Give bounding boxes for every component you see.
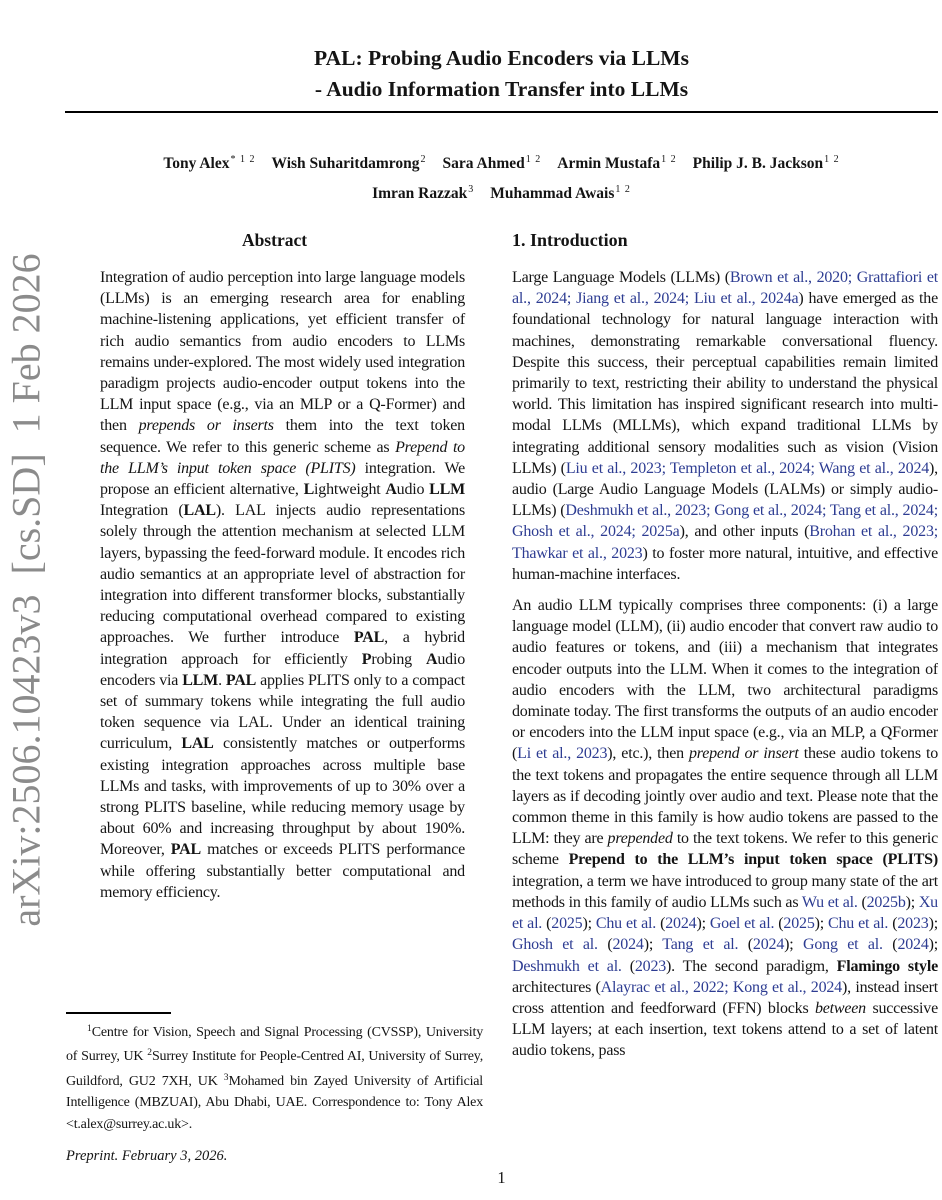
citation-link[interactable]: Ghosh et al. — [512, 936, 598, 954]
arxiv-banner: arXiv:2506.10423v3 [cs.SD] 1 Feb 2026 — [3, 253, 49, 927]
introduction-heading: 1. Introduction — [512, 230, 628, 250]
paper-title-line1: PAL: Probing Audio Encoders via LLMs — [314, 46, 689, 71]
abstract-body: Integration of audio perception into large language models (LLMs) is an emerging research area for enabling machine-listening applications, yet efficient transfer of rich audio semantics from audio encoders to LLMs remains under-explored. The most widely used integration paradigm projects audio-encoder output tokens into the LLM input space (e.g., via an MLP or a Q-Former) and then prepends or inserts them into the text token sequence. We refer to this generic scheme as Prepend to the LLM’s input token space (PLITS) integration. We propose an efficient alternative, Lightweight Audio LLM Integration (LAL). LAL injects audio representations solely through the attention mechanism at selected LLM layers, bypassing the feed-forward module. It encodes rich audio semantics at an appropriate level of abstraction for integration into different transformer blocks, substantially reducing computational overhead compared to existing approaches. We further introduce PAL, a hybrid integration approach for efficiently Probing Audio encoders via LLM. PAL applies PLITS only to a compact set of summary tokens while integrating the full audio token sequence via LAL. Under an identical training curriculum, LAL consistently matches or outperforms existing integration approaches across multiple base LLMs and tasks, with improvements of up to 30% over a strong PLITS baseline, while reducing memory usage by about 60% and increasing throughput by about 190%. Moreover, PAL matches or exceeds PLITS performance while offering substantially better computational and memory efficiency. — [100, 269, 466, 901]
footnote-rule — [66, 1012, 171, 1014]
introduction-body — [512, 267, 938, 1062]
citation-link[interactable]: Deshmukh et al. — [512, 957, 622, 975]
author-row — [65, 147, 938, 177]
author-name: Imran Razzak — [372, 185, 468, 202]
citation-link[interactable]: Deshmukh et al., 2023; Gong et al., 2024; Tang et al., 2024; Ghosh et al., 2024; 2025a — [512, 502, 938, 541]
paper-title-line2: - Audio Information Transfer into LLMs — [314, 77, 689, 102]
citation-link[interactable]: 2025 — [551, 915, 583, 933]
author-name: Wish Suharitdamrong — [271, 155, 420, 172]
citation-link[interactable]: 2024 — [752, 936, 785, 954]
author-name: Philip J. B. Jackson — [692, 155, 824, 172]
citation-link[interactable]: Liu et al., 2023; Templeton et al., 2024; Wang et al., 2024 — [565, 459, 930, 477]
citation-link[interactable]: Xu et al. — [512, 893, 938, 933]
page-number: 1 — [497, 1168, 506, 1187]
author — [272, 155, 427, 172]
citation-link[interactable]: Brohan et al., 2023; Thawkar et al., 2023 — [512, 523, 938, 562]
citation-link[interactable]: Brown et al., 2020; Grattafiori et al., 2024; Jiang et al., 2024; Liu et al., 2024a — [512, 269, 938, 308]
citation-link[interactable]: Li et al., 2023 — [517, 745, 608, 763]
footnote-affiliations: $^1$Centre for Vision, Speech and Signal Processing (CVSSP), University of Surrey, UK $^2$Surrey Institute for People-Centred AI, University of Surrey, Guildford, GU2 7XH, UK $^3$Mohamed bin Zayed University of Artificial Intelligence (MBZUAI), Abu Dhabi, UAE. Correspondence to: Tony Alex <t.alex@surrey.ac.uk>. — [66, 1023, 483, 1132]
author-affiliation-superscript: 1 2 — [824, 154, 840, 165]
author — [557, 155, 676, 172]
citation-link[interactable]: 2025 — [783, 915, 815, 933]
intro-paragraph-1: Large Language Models (LLMs) (Brown et al., 2020; Grattafiori et al., 2024; Jiang et al., 2024; Liu et al., 2024a) have emerged as the foundational technology for natural language interaction with machines, demonstrating remarkable conversational fluency. Despite this success, their perceptual capabilities remain limited primarily to text, restricting their ability to understand the physical world. This limitation has inspired significant research into multi-modal LLMs (MLLMs), which expand traditional LLMs by integrating additional sensory modalities such as vision (Vision LLMs) (Liu et al., 2023; Templeton et al., 2024; Wang et al., 2024), audio (Large Audio Language Models (LALMs) or simply audio-LLMs) (Deshmukh et al., 2023; Gong et al., 2024; Tang et al., 2024; Ghosh et al., 2024; 2025a), and other inputs (Brohan et al., 2023; Thawkar et al., 2023) to foster more natural, intuitive, and effective human-machine interfaces. — [512, 269, 938, 583]
paper-title — [65, 43, 938, 105]
preprint-note: Preprint. February 3, 2026. — [66, 1148, 228, 1164]
author — [372, 185, 474, 202]
citation-link[interactable]: Gong et al. — [802, 936, 883, 954]
right-column — [512, 230, 938, 1165]
citation-link[interactable]: 2023 — [897, 915, 929, 933]
author — [693, 155, 840, 172]
title-rule — [65, 111, 938, 113]
author — [163, 155, 255, 172]
two-column-body — [66, 230, 938, 1165]
citation-link[interactable]: 2024 — [612, 936, 644, 954]
author-name: Muhammad Awais — [490, 185, 615, 202]
author — [443, 155, 542, 172]
author-affiliation-superscript: 1 2 — [615, 184, 631, 195]
author-affiliation-superscript: * 1 2 — [230, 154, 256, 165]
author-affiliation-superscript: 2 — [420, 154, 427, 165]
author — [490, 185, 631, 202]
citation-link[interactable]: 2025b — [866, 893, 906, 911]
author-affiliation-superscript: 1 2 — [661, 154, 677, 165]
citation-link[interactable]: Chu et al. — [828, 915, 889, 933]
citation-link[interactable]: Goel et al. — [709, 915, 775, 933]
author-affiliation-superscript: 3 — [468, 184, 475, 195]
author-list — [65, 147, 938, 207]
footnote-block — [66, 1012, 483, 1166]
author-name: Armin Mustafa — [557, 155, 661, 172]
citation-link[interactable]: Alayrac et al., 2022; Kong et al., 2024 — [600, 978, 842, 996]
citation-link[interactable]: Tang et al. — [662, 936, 739, 954]
left-column — [66, 230, 483, 1165]
citation-link[interactable]: 2023 — [634, 957, 667, 975]
abstract-heading: Abstract — [241, 230, 308, 250]
author-name: Tony Alex — [163, 155, 230, 172]
citation-link[interactable]: Wu et al. — [801, 893, 858, 911]
citation-link[interactable]: Chu et al. — [595, 915, 657, 933]
author-affiliation-superscript: 1 2 — [525, 154, 542, 165]
author-row — [65, 177, 938, 207]
citation-link[interactable]: 2024 — [665, 915, 697, 933]
citation-link[interactable]: 2024 — [897, 936, 929, 954]
intro-paragraph-2: An audio LLM typically comprises three components: (i) a large language model (LLM), (ii) audio encoder that convert raw audio to audio features or tokens, and (iii) a mechanism that integrates encoder outputs into the LLM. When it comes to the integration of audio encoders with the LLM, two architectural paradigms dominate today. The first transforms the outputs of an audio encoder or encoders into the LLM input space (e.g., via an MLP, a QFormer (Li et al., 2023), etc.), then prepend or insert these audio tokens to the text tokens and propagates the entire sequence through all LLM layers as if decoding jointly over audio and text. Please note that the common theme in this family is how audio tokens are passed to the LLM: they are prepended to the text tokens. We refer to this generic scheme Prepend to the LLM’s input token space (PLITS) integration, a term we have introduced to group many state of the art methods in this family of audio LLMs such as Wu et al. (2025b); Xu et al. (2025); Chu et al. (2024); Goel et al. (2025); Chu et al. (2023); Ghosh et al. (2024); Tang et al. (2024); Gong et al. (2024); Deshmukh et al. (2023). The second paradigm, Flamingo style architectures (Alayrac et al., 2022; Kong et al., 2024), instead insert cross attention and feedforward (FFN) blocks between successive LLM layers; at each insertion, text tokens attend to a set of latent audio tokens, pass — [512, 597, 938, 1060]
author-name: Sara Ahmed — [442, 155, 525, 172]
